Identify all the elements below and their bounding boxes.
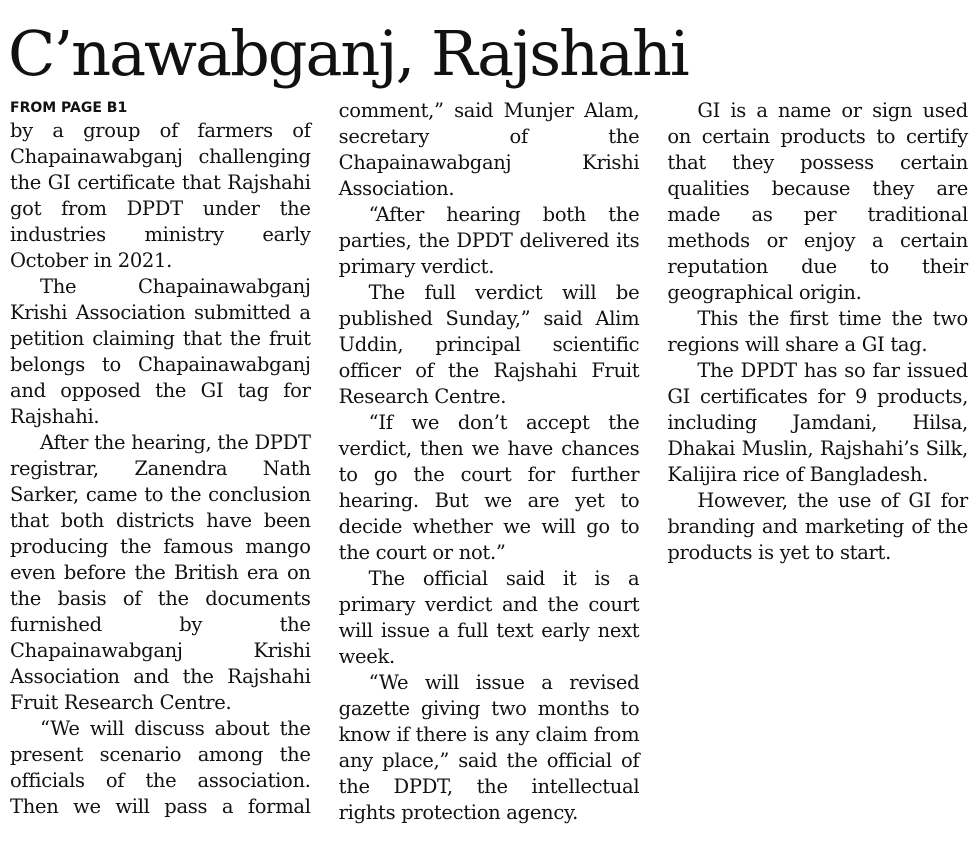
paragraph: “We will issue a revised gazette giving two months to know if there is any claim from any place,” said the official of the DPDT, the intellectual rights protection agency. — [338, 671, 640, 824]
paragraph: by a group of farmers of Chapainawabganj challenging the GI certificate that Rajshahi got from DPDT under the industries ministry early October in 2021. — [10, 119, 311, 272]
paragraph: After the hearing, the DPDT registrar, Zanendra Nath Sarker, came to the conclusion that both districts have been producing the famous mango even before the British era on the basis of the documents furnished by the Chapainawabganj Krishi Association and the Rajshahi Fruit Research Centre. — [10, 431, 311, 714]
paragraph: GI is a name or sign used on certain products to certify that they possess certain qualities because they are made as per traditional methods or enjoy a certain reputation due to their geographical origin. — [667, 99, 968, 304]
paragraph: The DPDT has so far issued GI certificates for 9 products, including Jamdani, Hilsa, Dhakai Muslin, Rajshahi’s Silk, Kalijira rice of Bangladesh. — [667, 359, 968, 486]
paragraph: The official said it is a primary verdict and the court will issue a full text early next week. — [338, 567, 640, 668]
paragraph: The full verdict will be published Sunday,” said Alim Uddin, principal scientific officer of the Rajshahi Fruit Research Centre. — [338, 281, 640, 408]
paragraph: The Chapainawabganj Krishi Association submitted a petition claiming that the fruit belongs to Chapainawabganj and opposed the GI tag for Rajshahi. — [10, 275, 311, 428]
paragraph: However, the use of GI for branding and marketing of the products is yet to start. — [667, 489, 968, 564]
headline: C’nawabganj, Rajshahi — [8, 17, 688, 90]
paragraph: “If we don’t accept the verdict, then we have chances to go the court for further hearing. But we are yet to decide whether we will go to the court or not.” — [338, 411, 640, 564]
paragraph: “We will discuss about the present scenario among the officials of the association. Then we will pass a formal comment,” said Munjer Alam, secretary of the Chapainawabganj Krishi Association. — [10, 99, 640, 818]
paragraph: This the first time the two regions will share a GI tag. — [667, 307, 968, 356]
continuation-label: FROM PAGE B1 — [10, 100, 128, 116]
article-body — [10, 98, 968, 838]
paragraph: “After hearing both the parties, the DPDT delivered its primary verdict. — [338, 203, 640, 278]
